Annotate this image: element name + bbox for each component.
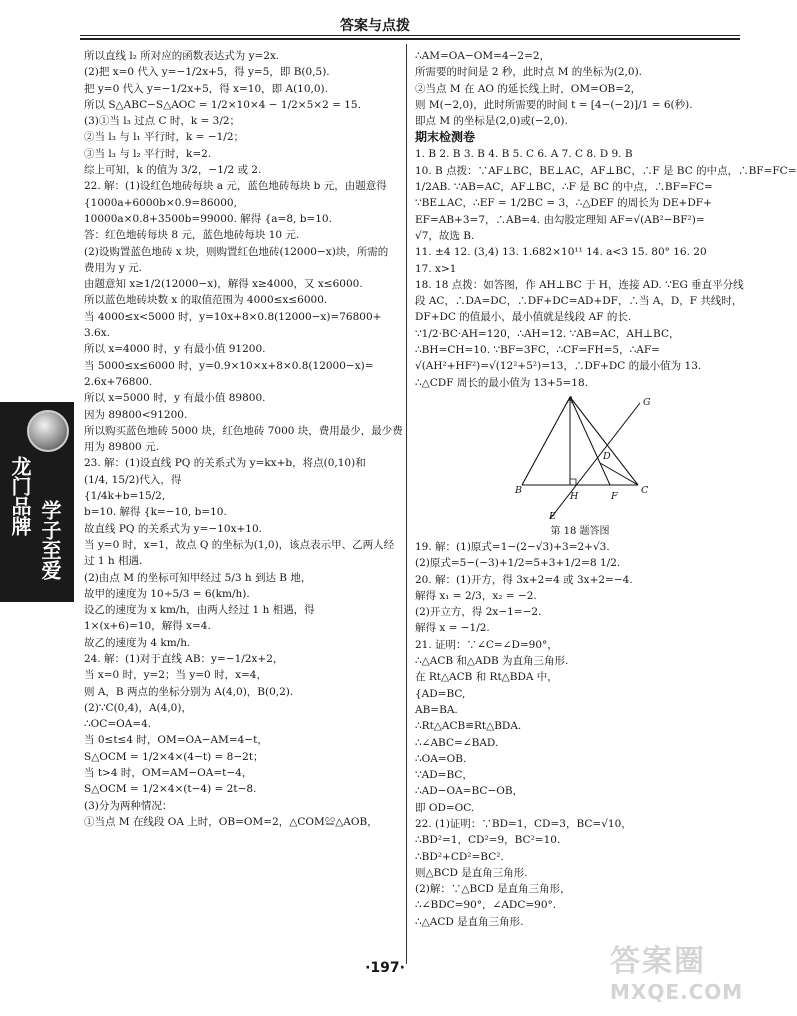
text-line: 19. 解：(1)原式=1−(2−√3)+3=2+√3. — [415, 540, 610, 553]
page-number: ·197· — [365, 960, 405, 976]
text-line: ∴△ACB 和△ADB 为直角三角形. — [415, 655, 569, 668]
figure-caption: 第 18 题答图 — [550, 525, 610, 537]
text-line: 所需要的时间是 2 秒，此时点 M 的坐标为(2,0). — [415, 66, 643, 79]
text-line: S△OCM = 1/2×4×(t−4) = 2t−8. — [84, 783, 257, 796]
line-dc — [600, 463, 638, 485]
text-line: 1×(x+6)=10，解得 x=4. — [84, 620, 211, 633]
fig-label-a: A — [567, 394, 574, 406]
figure-18 — [415, 393, 745, 525]
text-line: 当 4000≤x<5000 时，y=10x+8×0.8(12000−x)=76800+ — [84, 310, 382, 323]
text-line: DF+DC 的值最小，最小值就是线段 AF 的长. — [415, 311, 632, 324]
text-line: 用为 89800 元. — [84, 441, 159, 454]
text-line: 10000a×0.8+3500b=99000. 解得 {a=8, b=10. — [84, 212, 332, 225]
text-line: ∴OA=OB. — [415, 752, 467, 765]
text-line: 则△BCD 是直角三角形. — [415, 866, 528, 879]
text-line: ∴△CDF 周长的最小值为 13+5=18. — [415, 376, 589, 389]
text-line: 过 1 h 相遇. — [84, 555, 143, 568]
text-line: 由题意知 x≥1/2(12000−x)，解得 x≥4000，又 x≤6000. — [84, 278, 363, 291]
text-line: 1/2AB. ∵AB=AC，AF⊥BC，∴F 是 BC 的中点，∴BF=FC= — [415, 181, 713, 194]
fig-label-b: B — [515, 484, 522, 496]
text-line: 所以购买蓝色地砖 5000 块，红色地砖 7000 块，费用最少，最少费 — [84, 424, 403, 437]
text-line: 10. B 点拨：∵AF⊥BC，BE⊥AC，AF⊥BC，∴F 是 BC 的中点，∴BF=FC= — [415, 164, 797, 177]
text-line: ②当 l₃ 与 l₁ 平行时，k = −1/2； — [84, 131, 245, 144]
text-line: (3)①当 l₃ 过点 C 时，k = 3/2； — [84, 115, 241, 128]
header-rule — [80, 35, 740, 36]
exam-heading: 期末检测卷 — [415, 130, 476, 145]
text-line: AB=BA. — [415, 703, 458, 716]
text-line: 综上可知，k 的值为 3/2，−1/2 或 2. — [84, 164, 262, 177]
line-eg — [550, 403, 640, 519]
text-line: 所以蓝色地砖块数 x 的取值范围为 4000≤x≤6000. — [84, 294, 328, 307]
text-line: 即点 M 的坐标是(2,0)或(−2,0). — [415, 115, 568, 128]
text-line: 所以直线 l₂ 所对应的函数表达式为 y=2x. — [84, 50, 280, 62]
text-line: ∴AM=OA−OM=4−2=2， — [415, 50, 551, 62]
left-column — [84, 48, 402, 830]
text-line: 11. ±4 12. (3,4) 13. 1.682×10¹¹ 14. a<3 15. 80° 16. 20 — [415, 246, 707, 259]
text-line: ∴∠ABC=∠BAD. — [415, 736, 499, 749]
text-line: (2)把 x=0 代入 y=−1/2x+5，得 y=5，即 B(0,5). — [84, 66, 330, 79]
text-line: 答：红色地砖每块 8 元，蓝色地砖每块 10 元. — [84, 229, 300, 242]
text-line: 则 A，B 两点的坐标分别为 A(4,0)，B(0,2). — [84, 685, 294, 698]
text-line: ②当点 M 在 AO 的延长线上时，OM=OB=2， — [415, 82, 642, 95]
text-line: ∴BD²+CD²=BC². — [415, 850, 504, 863]
text-line: 24. 解：(1)对于直线 AB：y=−1/2x+2， — [84, 652, 284, 665]
text-line: ①当点 M 在线段 OA 上时，OB=OM=2，△COM≌△AOB， — [84, 815, 378, 828]
text-line: 解得 x₁ = 2/3，x₂ = −2. — [415, 589, 537, 602]
text-line: 在 Rt△ACB 和 Rt△BDA 中， — [415, 671, 558, 684]
text-line: (3)分为两种情况： — [84, 799, 173, 812]
text-line: ∴△ACD 是直角三角形. — [415, 915, 524, 928]
text-line: 即 OD=OC. — [415, 801, 475, 814]
text-line: 17. x>1 — [415, 262, 457, 275]
text-line: ∵BE⊥AC，∴EF = 1/2BC = 3，∴△DEF 的周长为 DE+DF+ — [415, 197, 712, 210]
text-line: 1. B 2. B 3. B 4. B 5. C 6. A 7. C 8. D 9. B — [415, 148, 633, 161]
watermark-url: MXQE.COM — [610, 980, 744, 1004]
text-line: 22. 解：(1)设红色地砖每块 a 元，蓝色地砖每块 b 元，由题意得 — [84, 180, 387, 193]
text-line: 把 y=0 代入 y=−1/2x+5，得 x=10，即 A(10,0). — [84, 82, 328, 95]
text-line: 段 AC，∴DA=DC，∴DF+DC=AD+DF，∴当 A，D，F 共线时， — [415, 295, 743, 308]
side-brand-text-2: 学子至爱 — [38, 500, 62, 580]
text-line: ∴BD²=1，CD²=9，BC²=10. — [415, 834, 561, 847]
text-line: √(AH²+HF²)=√(12²+5²)=13，∴DF+DC 的最小值为 13. — [415, 360, 702, 373]
text-line: ∴Rt△ACB≌Rt△BDA. — [415, 720, 522, 733]
text-line: 3.6x. — [84, 327, 110, 340]
watermark — [610, 944, 746, 1010]
right-column-bottom — [415, 539, 745, 930]
text-line: 2.6x+76800. — [84, 375, 153, 388]
fig-label-f: F — [611, 490, 618, 502]
page-header — [0, 0, 750, 42]
page-header-title: 答案与点拨 — [340, 18, 410, 34]
text-line: 当 t>4 时，OM=AM−OA=t−4， — [84, 767, 253, 780]
text-line: 18. 18 点拨：如答图，作 AH⊥BC 于 H，连接 AD. ∵EG 垂直平分线 — [415, 278, 744, 291]
right-column — [415, 48, 797, 930]
column-divider — [406, 44, 407, 964]
right-column-mid — [415, 146, 797, 390]
text-line: 20. 解：(1)开方，得 3x+2=4 或 3x+2=−4. — [415, 573, 633, 586]
text-line: 故甲的速度为 10÷5/3 = 6(km/h). — [84, 587, 250, 600]
text-line: 解得 x = −1/2. — [415, 622, 490, 635]
text-line: 所以 x=4000 时，y 有最小值 91200. — [84, 343, 266, 356]
text-line: {1000a+6000b×0.9=86000, — [84, 196, 237, 209]
text-line: 设乙的速度为 x km/h，由两人经过 1 h 相遇，得 — [84, 604, 315, 617]
text-line: 当 0≤t≤4 时，OM=OA−AM=4−t， — [84, 734, 268, 747]
text-line: 当 x=0 时，y=2；当 y=0 时，x=4， — [84, 669, 267, 682]
text-line: 当 5000≤x≤6000 时，y=0.9×10×x+8×0.8(12000−x)= — [84, 359, 374, 372]
text-line: (2)开立方，得 2x−1=−2. — [415, 606, 542, 619]
text-line: b=10. 解得 {k=−10, b=10. — [84, 506, 227, 519]
text-line: 当 y=0 时，x=1，故点 Q 的坐标为(1,0)，该点表示甲、乙两人经 — [84, 538, 395, 551]
text-line: 故乙的速度为 4 km/h. — [84, 636, 191, 649]
text-line: ∵AD=BC， — [415, 769, 473, 782]
right-angle-mark — [570, 479, 576, 485]
text-line: 故直线 PQ 的关系式为 y=−10x+10. — [84, 522, 262, 535]
text-line: 22. (1)证明：∵BD=1，CD=3，BC=√10， — [415, 817, 632, 830]
text-line: 费用为 y 元. — [84, 261, 142, 274]
fig-label-g: G — [643, 396, 651, 408]
text-line: (2)∵C(0,4)，A(4,0)， — [84, 701, 192, 714]
text-line: 所以 x=5000 时，y 有最小值 89800. — [84, 392, 266, 405]
text-line: 21. 证明：∵∠C=∠D=90°， — [415, 638, 558, 651]
text-line: 因为 89800<91200. — [84, 408, 188, 421]
text-line: (2)由点 M 的坐标可知甲经过 5/3 h 到达 B 地， — [84, 571, 312, 584]
text-line: EF=AB+3=7，∴AB=4. 由勾股定理知 AF=√(AB²−BF²)= — [415, 213, 705, 226]
text-line: 23. 解：(1)设直线 PQ 的关系式为 y=kx+b，将点(0,10)和 — [84, 457, 366, 470]
right-column-top — [415, 48, 745, 129]
text-line: ∵1/2·BC·AH=120，∴AH=12. ∵AB=AC，AH⊥BC， — [415, 327, 680, 340]
text-line: (2)解：∵△BCD 是直角三角形， — [415, 883, 571, 896]
text-line: (1/4, 15/2)代入，得 — [84, 473, 182, 486]
text-line: ③当 l₃ 与 l₂ 平行时，k=2. — [84, 147, 212, 160]
text-line: √7，故选 B. — [415, 229, 475, 242]
text-line: ∴∠BDC=90°，∠ADC=90°. — [415, 899, 557, 912]
text-line: {AD=BC, — [415, 687, 466, 700]
fig-label-c: C — [641, 484, 649, 496]
text-line: (2)原式=5−(−3)+1/2=5+3+1/2=8 1/2. — [415, 557, 621, 570]
fig-label-e: E — [549, 510, 556, 522]
brand-logo-icon — [27, 410, 69, 452]
fig-label-h: H — [570, 490, 579, 502]
text-line: 则 M(−2,0)，此时所需要的时间 t = [4−(−2)]/1 = 6(秒). — [415, 98, 693, 111]
text-line: (2)设购置蓝色地砖 x 块，则购置红色地砖(12000−x)块，所需的 — [84, 245, 389, 258]
text-line: {1/4k+b=15/2, — [84, 490, 166, 503]
header-rule-thick — [80, 38, 740, 40]
side-brand-text-1: 龙门品牌 — [8, 456, 32, 536]
figure-18-diagram — [510, 393, 660, 525]
line-ab — [522, 397, 570, 485]
text-line: 所以 S△ABC−S△AOC = 1/2×10×4 − 1/2×5×2 = 15. — [84, 98, 361, 111]
text-line: ∴AD−OA=BC−OB， — [415, 785, 524, 798]
fig-label-d: D — [603, 450, 611, 462]
text-line: S△OCM = 1/2×4×(4−t) = 8−2t； — [84, 750, 264, 763]
text-line: ∴BH=CH=10. ∵BF=3FC，∴CF=FH=5，∴AF= — [415, 344, 660, 357]
text-line: ∴OC=OA=4. — [84, 718, 152, 731]
watermark-logo-text: 答案圈 — [610, 944, 706, 979]
